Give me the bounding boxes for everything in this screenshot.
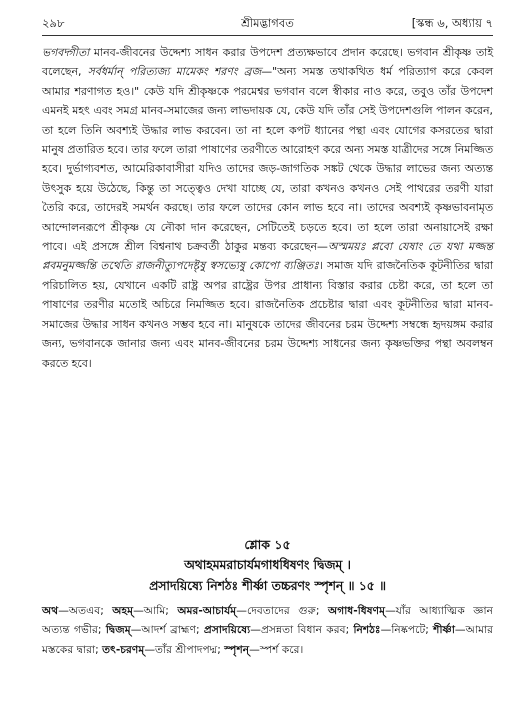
purport-text-2: —"অন্য সমস্ত তথাকথিত ধর্ম পরিত্যাগ করে কেবল আমার শরণাগত হও।" কেউ যদি শ্রীকৃষ্ণকে পরমেশ্বর ভগবান বলে স্বীকার নাও করে, তবুও তাঁর উপদেশ এমনই মহৎ এবং সমগ্র মানব-সমাজের জন্য লাভদায়ক যে, কেউ যদি তাঁর সেই উপদেশগুলি পালন করেন, তা হলে তিনি অবশ্যই উদ্ধার লাভ করবেন। তা না হলে কপট ধ্যানের পন্থা এবং যোগের কসরতের দ্বারা মানুষ প্রতারিত হবে। তার ফলে তারা পাষাণের তরণীতে আরোহণ করে অন্য সমস্ত যাত্রীদের সঙ্গে নিমজ্জিত হবে। দুর্ভাগ্যবশত, আমেরিকাবাসীরা যদিও তাদের জড়-জাগতিক সঙ্কট থেকে উদ্ধার লাভের জন্য অত্যন্ত উৎসুক হয়ে উঠেছে, কিন্তু তা সত্ত্বেও দেখা যাচ্ছে যে, তারা কখনও কখনও সেই পাথরের তরণী যারা তৈরি করে, তাদেরই সমর্থন করছে। তার ফলে তাদের কোন লাভ হবে না। তাদের অবশ্যই কৃষ্ণভাবনামৃত আন্দোলনরূপে শ্রীকৃষ্ণ যে নৌকা দান করেছেন, সেটিতেই চড়তে হবে। তা হলে তারা অনায়াসেই রক্ষা পাবে। এই প্রসঙ্গে শ্রীল বিশ্বনাথ চক্রবর্তী ঠাকুর মন্তব্য করেছেন— [42, 65, 494, 254]
synonyms-paragraph [42, 601, 493, 659]
synonym-term: নিশঠঃ [353, 623, 381, 637]
synonym-term: তৎ-চরণম্ [102, 642, 145, 656]
synonyms-section [42, 601, 493, 659]
page-number: ২৯৮ [42, 16, 65, 30]
synonym-meaning: —তাঁর শ্রীপাদপদ্ম; [144, 642, 225, 656]
page-header [42, 14, 493, 32]
synonym-meaning: —দেবতাদের গুরু; [236, 604, 328, 617]
synonym-meaning: —নিষ্কপটে; [380, 623, 434, 637]
verse-block [42, 535, 493, 597]
purport-text [42, 43, 493, 373]
synonym-term: অমর-আচার্যম্ [177, 604, 237, 617]
synonym-meaning: —অতএব; [58, 604, 113, 617]
synonym-meaning: —যাঁর আধ্যাত্মিক জ্ঞান অত্যন্ত গভীর; [42, 604, 493, 637]
synonym-term: দ্বিজম্ [105, 623, 131, 637]
synonym-term: অথ [42, 604, 59, 617]
purport-paragraph [42, 43, 493, 373]
purport-italic-3: অস্মময়ঃ প্লবো যেষাং তে যথা মজ্জন্ত প্লবমনুমজ্জন্তি তথেতি রাজনীত্যুপদেষ্টৃষু স্বসভ্যেষু কোপো ব্যঞ্জিতঃ [42, 240, 494, 273]
purport-text-3: । সমাজ যদি রাজনৈতিক কূটনীতির দ্বারা পরিচালিত হয়, যেখানে একটি রাষ্ট্র অপর রাষ্ট্রের উপর প্রাধান্য বিস্তার করার চেষ্টা করে, তা হলে তা পাষাণের তরণীর মতোই অচিরে নিমজ্জিত হবে। রাজনৈতিক প্রচেষ্টার দ্বারা এবং কূটনীতির দ্বারা মানব-সমাজের উদ্ধার সাধন কখনও সম্ভব হবে না। মানুষকে তাদের জীবনের চরম উদ্দেশ্য সম্বন্ধে হৃদয়ঙ্গম করার জন্য, ভগবানকে জানার জন্য এবং মানব-জীবনের চরম উদ্দেশ্য সাধনের জন্য কৃষ্ণভক্তির পন্থা অবলম্বন করতে হবে। [42, 259, 494, 370]
synonym-term: শীর্ষ্ণা [433, 623, 455, 637]
verse-line-1: অথাহমমরাচার্যমগাধধিষণং দ্বিজম্ । [184, 558, 351, 572]
chapter-reference: [স্কন্ধ ৬, অধ্যায় ৭ [411, 16, 493, 30]
purport-italic-1: ভগবদ্গীতা [42, 46, 90, 59]
verse-line-2: প্রসাদয়িষ্যে নিশঠঃ শীর্ষ্ণা তচ্চরণং স্পৃশন্ ॥ ১৫ ॥ [149, 579, 386, 593]
synonym-meaning: —আমি; [133, 604, 178, 617]
header-divider [42, 35, 493, 36]
book-title: শ্রীমদ্ভাগবত [241, 16, 294, 30]
synonym-term: অহম্ [112, 604, 134, 617]
synonym-term: স্পৃশন্ [224, 642, 250, 656]
synonym-meaning: —স্পর্শ করে। [249, 642, 304, 656]
synonym-term: অগাধ-ধিষণম্ [327, 604, 386, 617]
purport-italic-2: সর্বধর্মান্ পরিত্যজ্য মামেকং শরণং ব্রজ [87, 65, 262, 79]
synonym-meaning: —আমার মস্তকের দ্বারা; [42, 623, 493, 656]
verse-title: শ্লোক ১৫ [244, 537, 291, 552]
synonym-term: প্রসাদয়িষ্যে [203, 623, 251, 637]
purport-text-1: মানব-জীবনের উদ্দেশ্য সাধন করার উপদেশ প্রত্যক্ষভাবে প্রদান করেছে। ভগবান শ্রীকৃষ্ণ তাই বলেছেন, [42, 46, 493, 79]
synonym-meaning: —আদর্শ ব্রাহ্মণ; [130, 623, 204, 637]
synonym-meaning: —প্রসন্নতা বিধান করব; [250, 623, 354, 637]
